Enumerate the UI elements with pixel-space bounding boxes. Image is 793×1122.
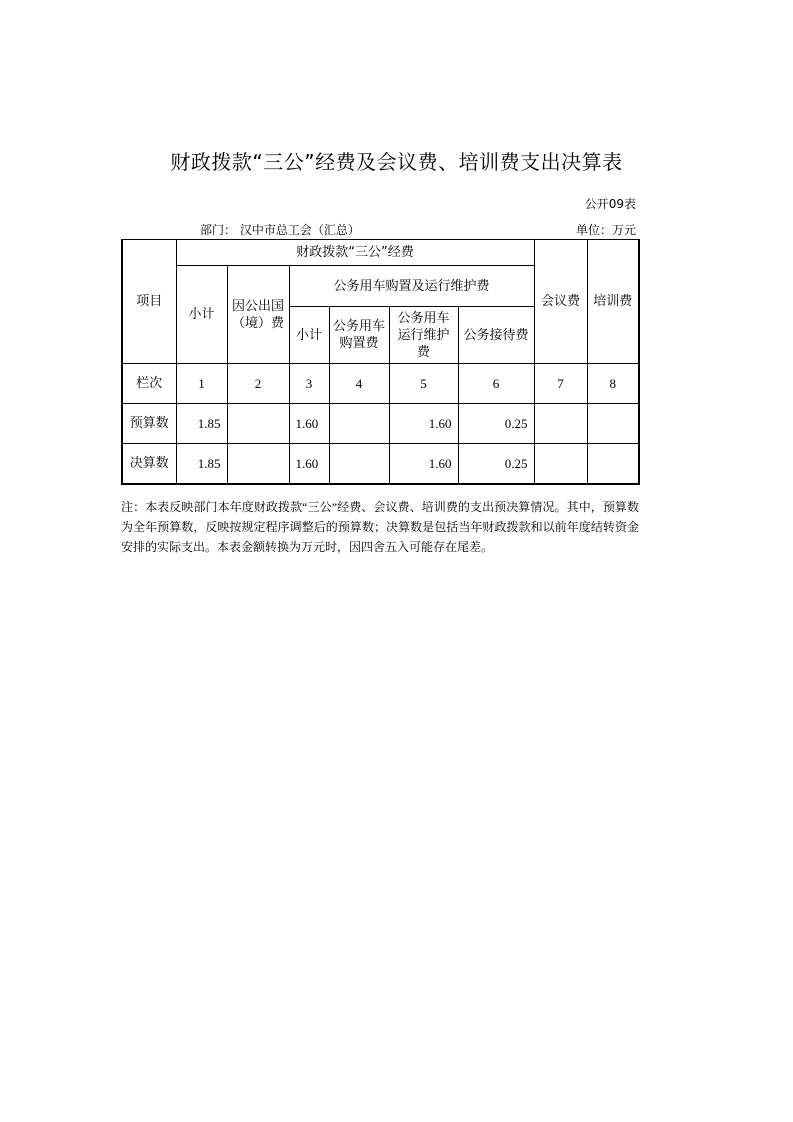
table-cell bbox=[329, 404, 389, 444]
table-cell: 1.60 bbox=[289, 404, 329, 444]
unit-label: 单位：万元 bbox=[575, 223, 636, 237]
header-vehicle-subtotal: 小计 bbox=[289, 307, 329, 364]
table-cell: 3 bbox=[289, 364, 329, 404]
page-title: 财政拨款“三公”经费及会议费、培训费支出决算表 bbox=[170, 150, 623, 174]
table-cell: 5 bbox=[389, 364, 458, 404]
table-cell bbox=[329, 444, 389, 484]
table-cell: 1.85 bbox=[176, 444, 227, 484]
row-label: 栏次 bbox=[122, 364, 176, 404]
table-cell: 1.60 bbox=[289, 444, 329, 484]
header-training: 培训费 bbox=[587, 240, 639, 364]
table-row bbox=[122, 364, 639, 404]
table-cell: 8 bbox=[587, 364, 639, 404]
table-cell: 1.85 bbox=[176, 404, 227, 444]
table-cell: 0.25 bbox=[458, 444, 534, 484]
table-cell bbox=[227, 404, 289, 444]
expenditure-table bbox=[121, 239, 640, 485]
header-vehicle-group: 公务用车购置及运行维护费 bbox=[289, 266, 534, 307]
header-vehicle-operation: 公务用车运行维护费 bbox=[389, 307, 458, 364]
header-item: 项目 bbox=[122, 240, 176, 364]
header-abroad: 因公出国（境）费 bbox=[227, 266, 289, 364]
row-label: 预算数 bbox=[122, 404, 176, 444]
department-label: 部门： 汉中市总工会（汇总） bbox=[200, 223, 360, 237]
form-number: 公开09表 bbox=[584, 197, 636, 211]
table-cell bbox=[534, 404, 587, 444]
table-cell: 1.60 bbox=[389, 444, 458, 484]
header-reception: 公务接待费 bbox=[458, 307, 534, 364]
table-cell bbox=[534, 444, 587, 484]
table-row bbox=[122, 444, 639, 484]
header-vehicle-purchase: 公务用车购置费 bbox=[329, 307, 389, 364]
header-subtotal: 小计 bbox=[176, 266, 227, 364]
table-cell: 6 bbox=[458, 364, 534, 404]
header-meeting: 会议费 bbox=[534, 240, 587, 364]
table-cell: 2 bbox=[227, 364, 289, 404]
table-cell: 1.60 bbox=[389, 404, 458, 444]
table-cell: 1 bbox=[176, 364, 227, 404]
table-cell: 0.25 bbox=[458, 404, 534, 444]
header-three-public: 财政拨款“三公”经费 bbox=[176, 240, 534, 266]
table-cell: 4 bbox=[329, 364, 389, 404]
table-cell bbox=[587, 404, 639, 444]
row-label: 决算数 bbox=[122, 444, 176, 484]
table-cell bbox=[587, 444, 639, 484]
table-cell bbox=[227, 444, 289, 484]
table-row bbox=[122, 404, 639, 444]
footnote: 注：本表反映部门本年度财政拨款“三公”经费、会议费、培训费的支出预决算情况。其中，预算数为全年预算数，反映按规定程序调整后的预算数；决算数是包括当年财政拨款和以前年度结转资金安排的实际支出。本表金额转换为万元时，因四舍五入可能存在尾差。 bbox=[121, 500, 639, 554]
table-cell: 7 bbox=[534, 364, 587, 404]
